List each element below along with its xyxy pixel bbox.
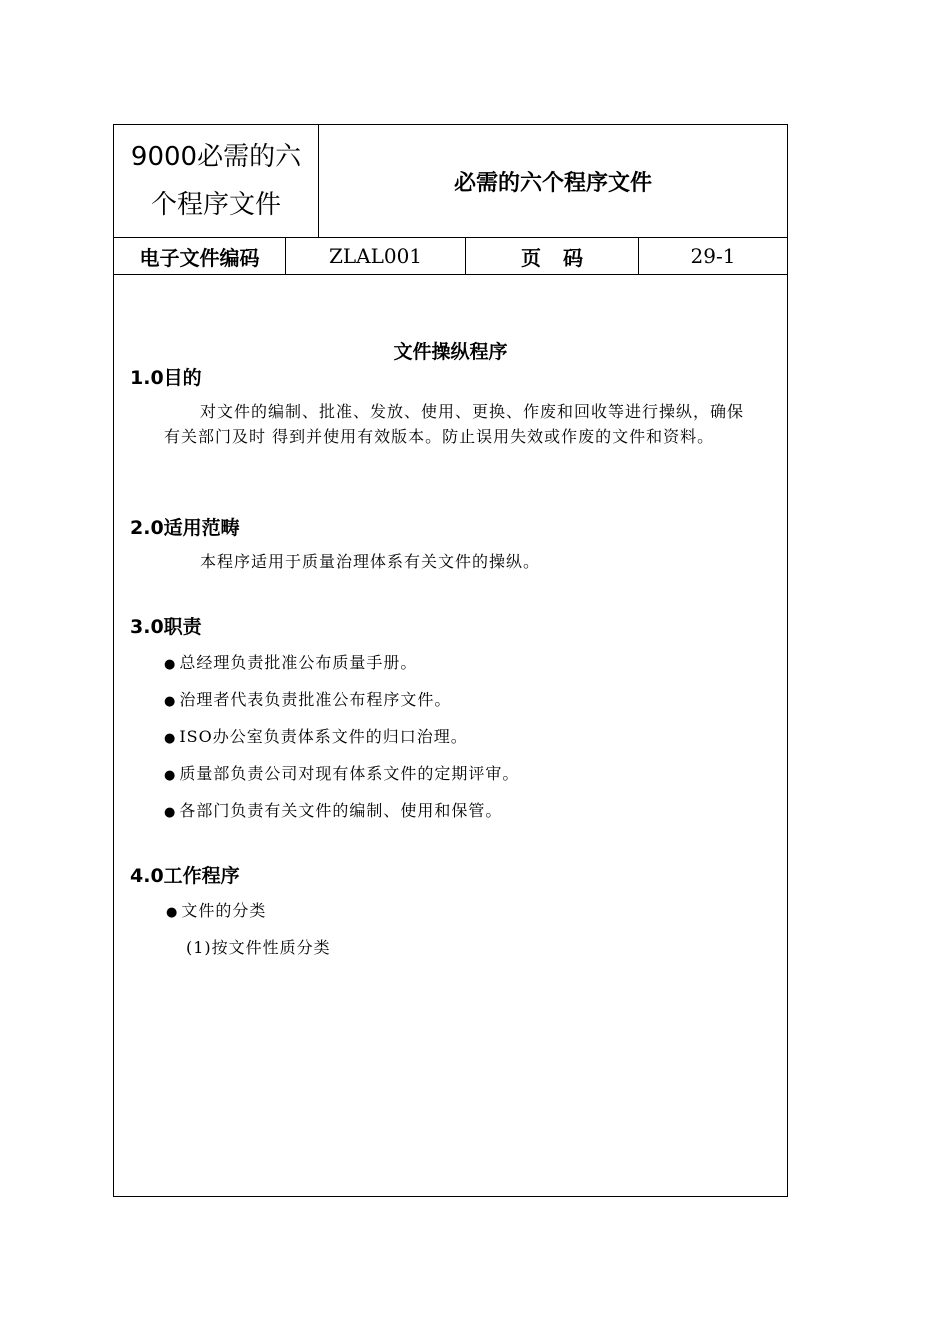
bullet-icon: ●: [164, 731, 177, 746]
header-row: [114, 125, 787, 238]
sub-item: (1)按文件性质分类: [186, 938, 331, 957]
section-text-purpose: 对文件的编制、批准、发放、使用、更换、作废和回收等进行操纵，确保有关部门及时 得到并使用有效版本。防止误用失效或作废的文件和资料。: [164, 402, 745, 446]
header-left-title: 9000必需的六个程序文件: [114, 125, 319, 237]
doc-code-value: ZLAL001: [286, 238, 466, 274]
bullet-icon: ●: [166, 905, 179, 920]
bullet-icon: ●: [164, 805, 177, 820]
page-label: 页码: [466, 238, 639, 274]
page-value: 29-1: [690, 244, 736, 268]
bullet-icon: ●: [164, 694, 177, 709]
list-item: ● 各部门负责有关文件的编制、使用和保管。: [164, 801, 503, 820]
section-heading-scope: 2.0适用范畴: [130, 517, 240, 539]
document-frame: [113, 124, 788, 1197]
section-heading-purpose: 1.0目的: [130, 367, 202, 389]
section-text-scope: 本程序适用于质量治理体系有关文件的操纵。: [200, 552, 541, 571]
document-body: [114, 275, 787, 1196]
header-main-title: 必需的六个程序文件: [453, 170, 652, 196]
list-item: ● 总经理负责批准公布质量手册。: [164, 653, 418, 672]
document-title: 文件操纵程序: [393, 341, 508, 363]
list-item: ● ISO办公室负责体系文件的归口治理。: [164, 727, 468, 746]
list-item: ● 质量部负责公司对现有体系文件的定期评审。: [164, 764, 520, 783]
bullet-icon: ●: [164, 657, 177, 672]
section-heading-responsibilities: 3.0职责: [130, 616, 202, 638]
section-heading-procedure: 4.0工作程序: [130, 865, 240, 887]
list-item: ● 治理者代表负责批准公布程序文件。: [164, 690, 452, 709]
doc-code-label: 电子文件编码: [114, 238, 286, 274]
bullet-icon: ●: [164, 768, 177, 783]
list-item: ● 文件的分类: [166, 901, 267, 920]
meta-row: [114, 238, 787, 275]
